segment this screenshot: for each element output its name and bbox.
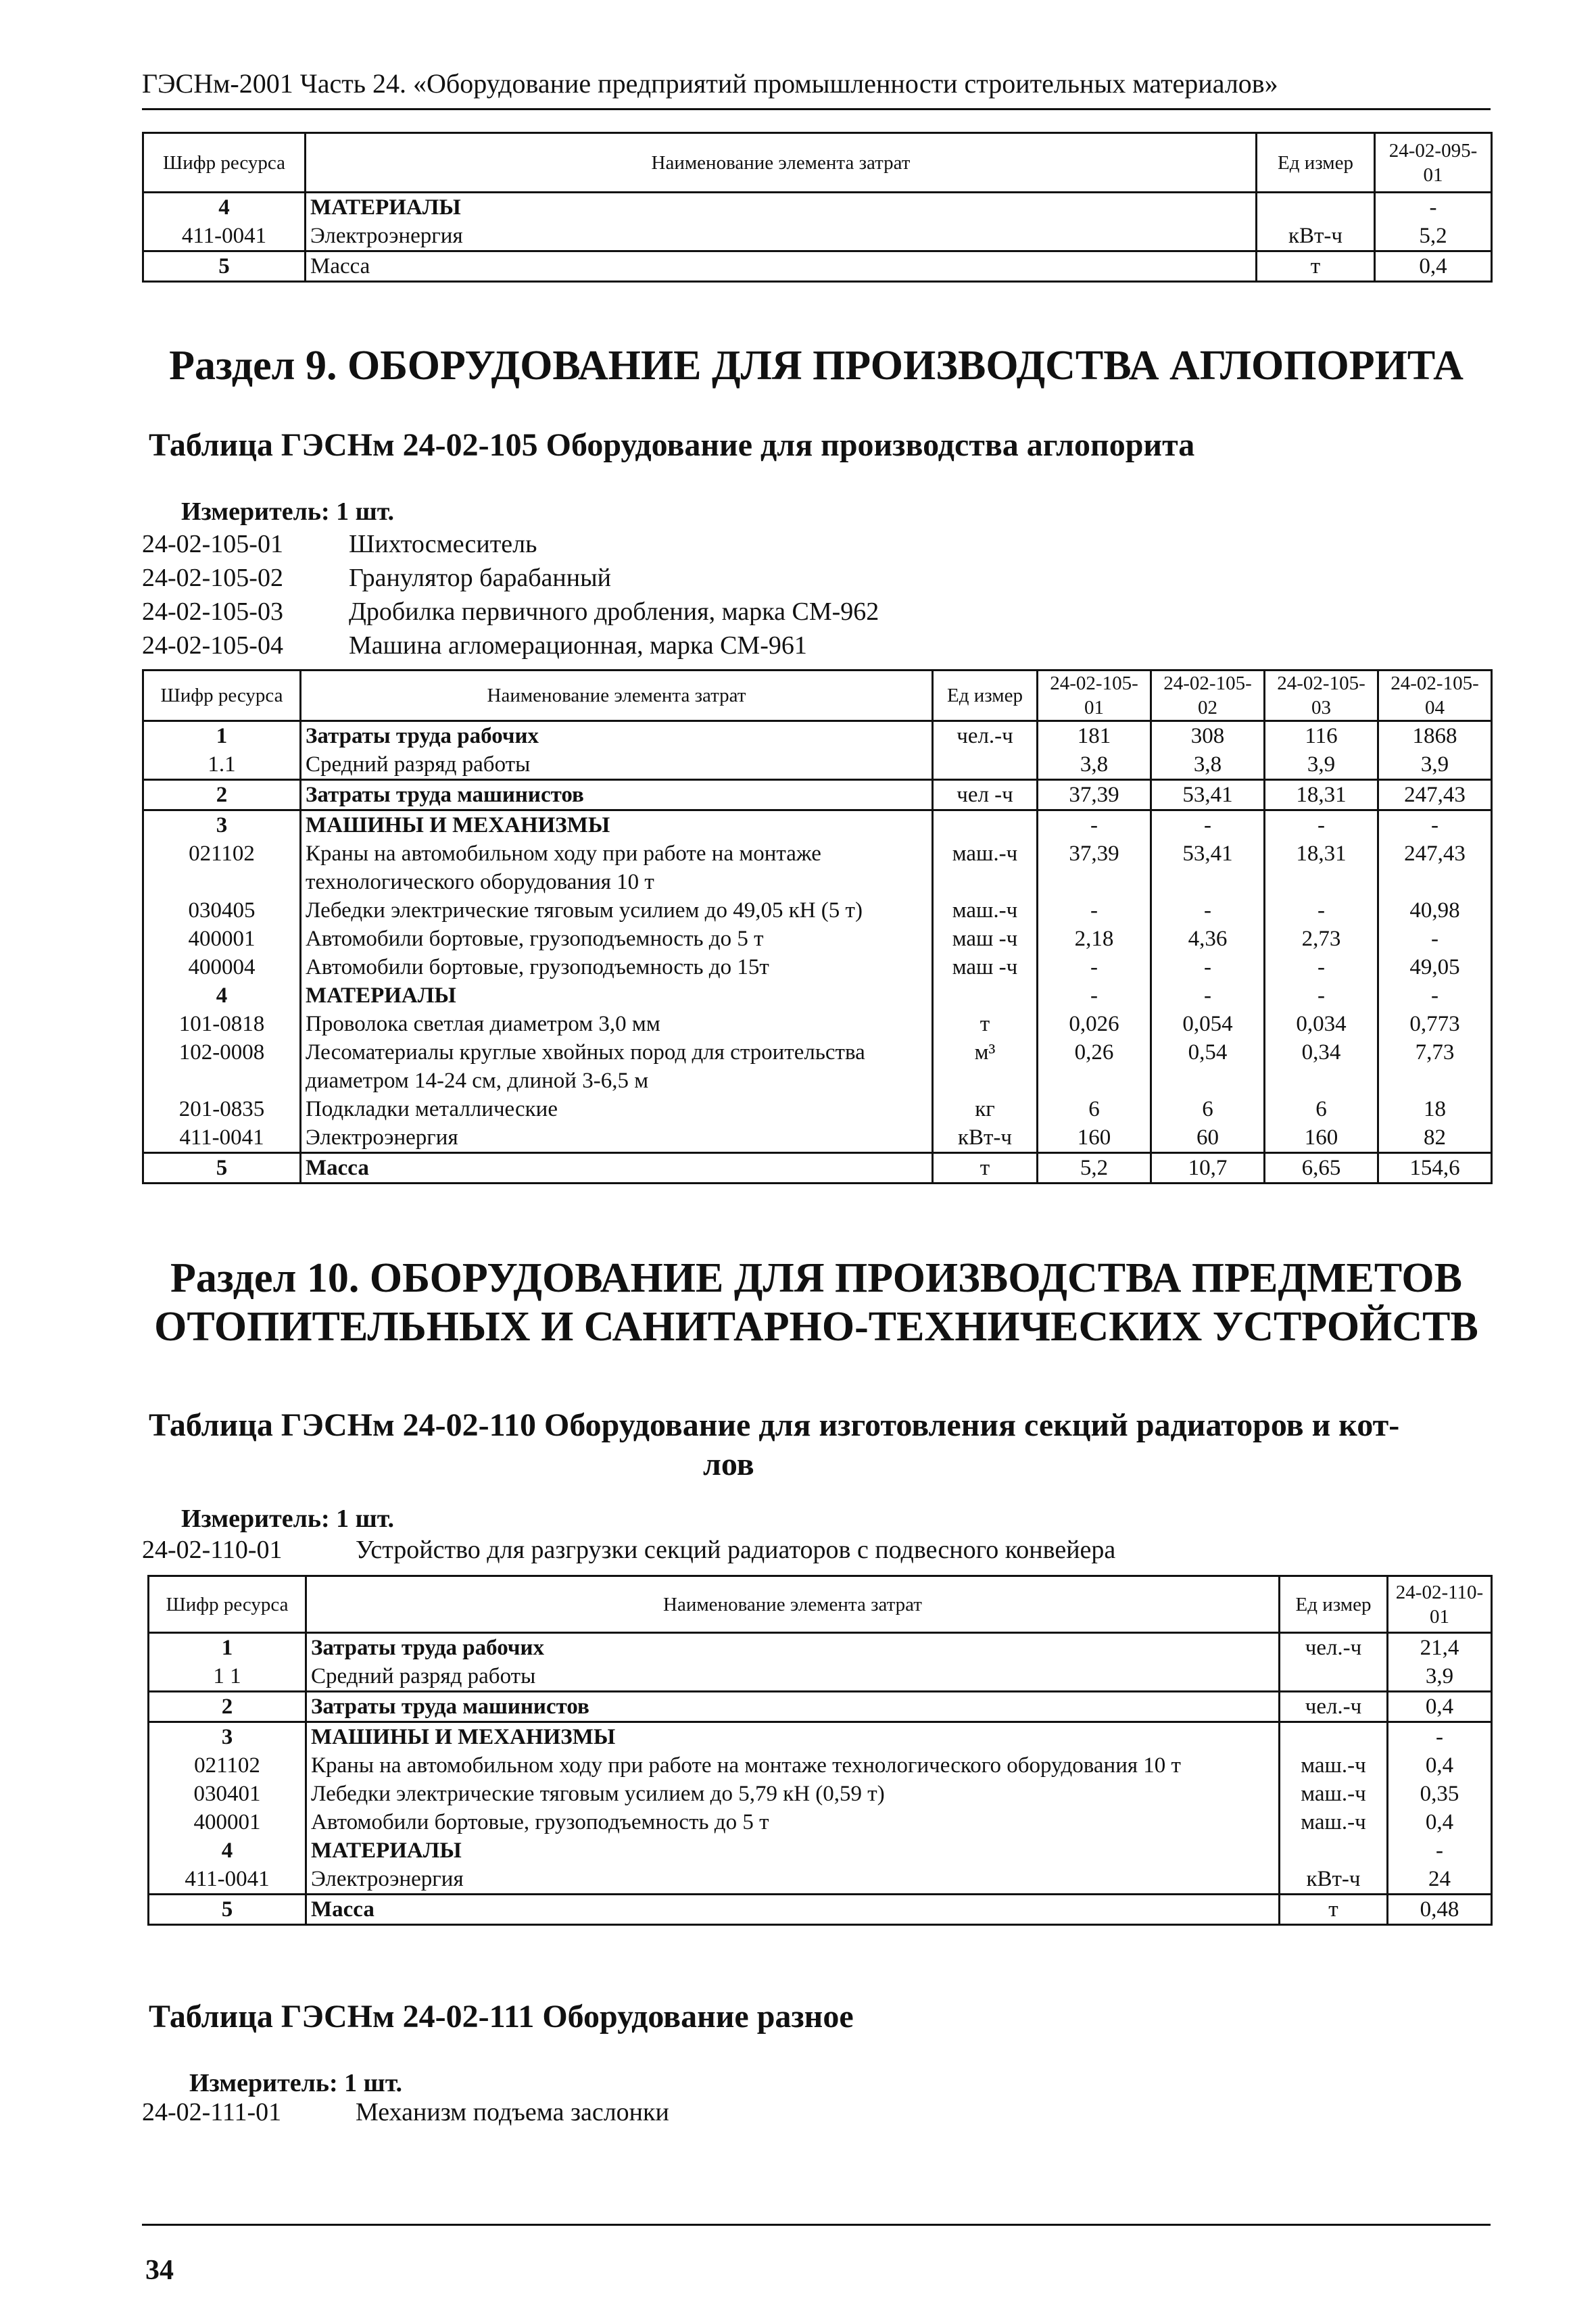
page-header: ГЭСНм-2001 Часть 24. «Оборудование предприятий промышленности строительных материалов» <box>142 68 1278 99</box>
list-item <box>142 527 879 561</box>
table-row <box>143 1153 1492 1184</box>
cell-unit: маш -ч <box>933 953 1038 981</box>
cell-name: Затраты труда машинистов <box>306 1692 1280 1722</box>
cell-value: - <box>1265 896 1378 925</box>
cell-value: - <box>1151 953 1265 981</box>
header-name: Наименование элемента затрат <box>301 671 933 721</box>
cell-value: - <box>1038 810 1151 840</box>
cell-unit: кг <box>933 1095 1038 1123</box>
cell-value: 82 <box>1378 1123 1492 1153</box>
header-unit: Ед измер <box>933 671 1038 721</box>
cell-code: 101-0818 <box>143 1010 301 1038</box>
cell-unit: чел.-ч <box>1280 1692 1388 1722</box>
item-code: 24-02-105-02 <box>142 564 283 592</box>
cell-value: 6 <box>1151 1095 1265 1123</box>
table-110-title <box>149 1406 1494 1484</box>
cell-unit: маш.-ч <box>1280 1751 1388 1780</box>
cell-unit <box>1280 1662 1388 1692</box>
cell-value: 0,4 <box>1388 1808 1492 1836</box>
item-code: 24-02-105-04 <box>142 631 283 660</box>
table-110-title-line-2: лов <box>703 1446 754 1482</box>
item-code: 24-02-111-01 <box>142 2098 282 2126</box>
cell-code: 5 <box>149 1895 306 1925</box>
cell-unit: кВт-ч <box>1280 1865 1388 1895</box>
cell-value: 160 <box>1265 1123 1378 1153</box>
table-111-title: Таблица ГЭСНм 24-02-111 Оборудование разное <box>149 1999 854 2034</box>
cell-name: Затраты труда рабочих <box>306 1633 1280 1663</box>
table-row <box>149 1836 1492 1865</box>
cell-value: 116 <box>1265 721 1378 751</box>
cell-unit: маш.-ч <box>933 896 1038 925</box>
cell-value: - <box>1038 981 1151 1010</box>
table-row <box>143 1095 1492 1123</box>
cell-value: 18,31 <box>1265 839 1378 896</box>
table-row <box>149 1865 1492 1895</box>
table-row <box>143 1038 1492 1095</box>
header-col: 24-02-105-04 <box>1378 671 1492 721</box>
list-item <box>142 629 879 662</box>
table-110-measure: Измеритель: 1 шт. <box>181 1505 395 1533</box>
table-row <box>143 222 1492 251</box>
cell-name: Автомобили бортовые, грузоподъемность до 15т <box>301 953 933 981</box>
table-110-title-line-1: Таблица ГЭСНм 24-02-110 Оборудование для изготовления секций радиаторов и кот- <box>149 1407 1400 1443</box>
list-item <box>142 1533 1115 1567</box>
item-name: Шихтосмеситель <box>349 530 537 558</box>
table-row <box>143 750 1492 780</box>
table-row <box>149 1780 1492 1808</box>
cell-value: 60 <box>1151 1123 1265 1153</box>
cell-unit: чел.-ч <box>1280 1633 1388 1663</box>
header-unit: Ед измер <box>1280 1576 1388 1633</box>
cell-name: Электроэнергия <box>306 1865 1280 1895</box>
cell-code: 4 <box>149 1836 306 1865</box>
table-105-body <box>143 721 1492 1184</box>
cell-value: 0,4 <box>1375 251 1492 282</box>
cell-value: - <box>1038 953 1151 981</box>
table-row <box>143 251 1492 282</box>
header-code: Шифр ресурса <box>143 133 306 193</box>
item-code: 24-02-105-03 <box>142 598 283 626</box>
cell-value: 4,36 <box>1151 925 1265 953</box>
table-110-item-list <box>142 1533 1115 1567</box>
cell-code: 400004 <box>143 953 301 981</box>
cell-unit: т <box>933 1010 1038 1038</box>
cell-unit <box>1257 193 1375 222</box>
cell-name: Подкладки металлические <box>301 1095 933 1123</box>
cell-name: Лебедки электрические тяговым усилием до 5,79 кН (0,59 т) <box>306 1780 1280 1808</box>
table-row <box>149 1633 1492 1663</box>
cell-value: 0,054 <box>1151 1010 1265 1038</box>
cell-code: 030401 <box>149 1780 306 1808</box>
header-code: Шифр ресурса <box>143 671 301 721</box>
cell-value: 0,773 <box>1378 1010 1492 1038</box>
cell-value: 53,41 <box>1151 839 1265 896</box>
cell-value: 49,05 <box>1378 953 1492 981</box>
table-110-body <box>149 1633 1492 1925</box>
cell-name: Затраты труда рабочих <box>301 721 933 751</box>
header-col: 24-02-105-02 <box>1151 671 1265 721</box>
cell-code: 030405 <box>143 896 301 925</box>
cell-code: 4 <box>143 981 301 1010</box>
cell-code: 1 <box>143 721 301 751</box>
cell-value: 18,31 <box>1265 780 1378 810</box>
cell-unit <box>933 750 1038 780</box>
cell-value: 3,8 <box>1038 750 1151 780</box>
header-code: Шифр ресурса <box>149 1576 306 1633</box>
cell-unit <box>1280 1722 1388 1752</box>
item-code: 24-02-105-01 <box>142 530 283 558</box>
cell-value: - <box>1378 981 1492 1010</box>
cell-name: Средний разряд работы <box>301 750 933 780</box>
cell-value: 7,73 <box>1378 1038 1492 1095</box>
table-110 <box>147 1575 1493 1926</box>
cell-value: - <box>1388 1836 1492 1865</box>
cell-unit: кВт-ч <box>933 1123 1038 1153</box>
cell-name: Затраты труда машинистов <box>301 780 933 810</box>
table-111-item-list <box>142 2095 669 2129</box>
cell-unit: т <box>1257 251 1375 282</box>
cell-value: 5,2 <box>1375 222 1492 251</box>
cell-unit: маш.-ч <box>933 839 1038 896</box>
cell-value: 6,65 <box>1265 1153 1378 1184</box>
cell-value: 247,43 <box>1378 780 1492 810</box>
cell-value: 160 <box>1038 1123 1151 1153</box>
cell-value: 2,18 <box>1038 925 1151 953</box>
section-10-title <box>142 1254 1491 1351</box>
cell-code: 5 <box>143 251 306 282</box>
cell-name: Средний разряд работы <box>306 1662 1280 1692</box>
cell-name: Масса <box>306 251 1257 282</box>
cell-value: 0,54 <box>1151 1038 1265 1095</box>
table-row <box>143 1010 1492 1038</box>
cell-code: 400001 <box>149 1808 306 1836</box>
cell-value: 53,41 <box>1151 780 1265 810</box>
cell-name: МАТЕРИАЛЫ <box>306 193 1257 222</box>
cell-value: 181 <box>1038 721 1151 751</box>
cell-value: 6 <box>1265 1095 1378 1123</box>
cell-value: - <box>1151 981 1265 1010</box>
cell-value: 6 <box>1038 1095 1151 1123</box>
cell-value: 18 <box>1378 1095 1492 1123</box>
cell-code: 5 <box>143 1153 301 1184</box>
cell-code: 3 <box>143 810 301 840</box>
cell-name: Краны на автомобильном ходу при работе на монтаже технологического оборудования 10 т <box>301 839 933 896</box>
cell-value: 0,026 <box>1038 1010 1151 1038</box>
header-name: Наименование элемента затрат <box>306 1576 1280 1633</box>
cell-value: 3,8 <box>1151 750 1265 780</box>
cell-value: - <box>1265 953 1378 981</box>
cell-value: 1868 <box>1378 721 1492 751</box>
cell-value: 0,35 <box>1388 1780 1492 1808</box>
cell-code: 411-0041 <box>149 1865 306 1895</box>
cell-name: Автомобили бортовые, грузоподъемность до 5 т <box>301 925 933 953</box>
item-name: Устройство для разгрузки секций радиаторов с подвесного конвейера <box>356 1536 1116 1564</box>
cell-code: 021102 <box>149 1751 306 1780</box>
header-name: Наименование элемента затрат <box>306 133 1257 193</box>
cell-code: 201-0835 <box>143 1095 301 1123</box>
header-rule <box>142 108 1491 110</box>
table-top <box>142 132 1493 283</box>
table-row <box>149 1808 1492 1836</box>
section-9-title: Раздел 9. ОБОРУДОВАНИЕ ДЛЯ ПРОИЗВОДСТВА АГЛОПОРИТА <box>169 343 1464 389</box>
cell-name: Проволока светлая диаметром 3,0 мм <box>301 1010 933 1038</box>
cell-code: 1 1 <box>149 1662 306 1692</box>
table-105-title: Таблица ГЭСНм 24-02-105 Оборудование для производства аглопорита <box>149 427 1195 463</box>
cell-code: 2 <box>143 780 301 810</box>
cell-code: 4 <box>143 193 306 222</box>
cell-name: МАТЕРИАЛЫ <box>301 981 933 1010</box>
cell-value: 3,9 <box>1265 750 1378 780</box>
cell-code: 1 <box>149 1633 306 1663</box>
header-col: 24-02-105-01 <box>1038 671 1151 721</box>
cell-name: МАШИНЫ И МЕХАНИЗМЫ <box>301 810 933 840</box>
cell-unit <box>933 810 1038 840</box>
cell-unit <box>933 981 1038 1010</box>
cell-value: 0,4 <box>1388 1692 1492 1722</box>
cell-unit: маш -ч <box>933 925 1038 953</box>
cell-name: Лесоматериалы круглые хвойных пород для строительства диаметром 14-24 см, длиной 3-6,5 м <box>301 1038 933 1095</box>
cell-unit: маш.-ч <box>1280 1780 1388 1808</box>
cell-value: - <box>1151 896 1265 925</box>
cell-unit: м³ <box>933 1038 1038 1095</box>
cell-value: 3,9 <box>1388 1662 1492 1692</box>
cell-unit: чел.-ч <box>933 721 1038 751</box>
cell-code: 411-0041 <box>143 1123 301 1153</box>
table-row <box>143 780 1492 810</box>
cell-name: Масса <box>301 1153 933 1184</box>
table-row <box>143 839 1492 896</box>
list-item <box>142 2095 669 2129</box>
table-row <box>149 1895 1492 1925</box>
item-name: Гранулятор барабанный <box>349 564 611 592</box>
cell-code: 1.1 <box>143 750 301 780</box>
cell-value: - <box>1265 981 1378 1010</box>
cell-value: - <box>1265 810 1378 840</box>
cell-value: 37,39 <box>1038 839 1151 896</box>
cell-value: 154,6 <box>1378 1153 1492 1184</box>
cell-name: МАТЕРИАЛЫ <box>306 1836 1280 1865</box>
footer-rule <box>142 2224 1491 2226</box>
table-111-measure: Измеритель: 1 шт. <box>189 2069 403 2097</box>
cell-value: - <box>1151 810 1265 840</box>
item-name: Механизм подъема заслонки <box>356 2098 669 2126</box>
cell-name: Автомобили бортовые, грузоподъемность до 5 т <box>306 1808 1280 1836</box>
cell-value: 247,43 <box>1378 839 1492 896</box>
header-col: 24-02-095-01 <box>1375 133 1492 193</box>
cell-name: Электроэнергия <box>306 222 1257 251</box>
cell-value: - <box>1038 896 1151 925</box>
cell-value: - <box>1375 193 1492 222</box>
cell-code: 102-0008 <box>143 1038 301 1095</box>
cell-name: Лебедки электрические тяговым усилием до 49,05 кН (5 т) <box>301 896 933 925</box>
header-col: 24-02-110-01 <box>1388 1576 1492 1633</box>
cell-value: - <box>1388 1722 1492 1752</box>
cell-unit: чел -ч <box>933 780 1038 810</box>
cell-name: Масса <box>306 1895 1280 1925</box>
table-row <box>149 1751 1492 1780</box>
list-item <box>142 561 879 595</box>
table-row <box>149 1722 1492 1752</box>
cell-value: 0,48 <box>1388 1895 1492 1925</box>
table-row <box>143 1123 1492 1153</box>
table-105 <box>142 669 1493 1184</box>
cell-unit: т <box>933 1153 1038 1184</box>
cell-value: 3,9 <box>1378 750 1492 780</box>
table-row <box>143 925 1492 953</box>
item-name: Машина агломерационная, марка СМ-961 <box>349 631 807 660</box>
page-number: 34 <box>145 2255 174 2286</box>
table-row <box>143 981 1492 1010</box>
table-row <box>143 193 1492 222</box>
cell-code: 3 <box>149 1722 306 1752</box>
cell-value: 37,39 <box>1038 780 1151 810</box>
cell-unit <box>1280 1836 1388 1865</box>
cell-value: 0,26 <box>1038 1038 1151 1095</box>
table-row <box>143 896 1492 925</box>
cell-unit: кВт-ч <box>1257 222 1375 251</box>
table-row <box>149 1692 1492 1722</box>
cell-unit: т <box>1280 1895 1388 1925</box>
cell-code: 400001 <box>143 925 301 953</box>
section-10-title-line-2: ОТОПИТЕЛЬНЫХ И САНИТАРНО-ТЕХНИЧЕСКИХ УСТРОЙСТВ <box>154 1304 1478 1350</box>
cell-value: - <box>1378 925 1492 953</box>
cell-value: 2,73 <box>1265 925 1378 953</box>
cell-name: Краны на автомобильном ходу при работе на монтаже технологического оборудования 10 т <box>306 1751 1280 1780</box>
header-col: 24-02-105-03 <box>1265 671 1378 721</box>
cell-value: 0,4 <box>1388 1751 1492 1780</box>
cell-value: 24 <box>1388 1865 1492 1895</box>
table-row <box>143 810 1492 840</box>
cell-unit: маш.-ч <box>1280 1808 1388 1836</box>
cell-code: 411-0041 <box>143 222 306 251</box>
item-name: Дробилка первичного дробления, марка СМ-962 <box>349 598 879 626</box>
table-row <box>143 721 1492 751</box>
cell-name: Электроэнергия <box>301 1123 933 1153</box>
cell-value: 0,34 <box>1265 1038 1378 1095</box>
list-item <box>142 595 879 629</box>
table-row <box>149 1662 1492 1692</box>
section-10-title-line-1: Раздел 10. ОБОРУДОВАНИЕ ДЛЯ ПРОИЗВОДСТВА ПРЕДМЕТОВ <box>170 1255 1462 1301</box>
cell-code: 2 <box>149 1692 306 1722</box>
cell-name: МАШИНЫ И МЕХАНИЗМЫ <box>306 1722 1280 1752</box>
table-row <box>143 953 1492 981</box>
cell-value: - <box>1378 810 1492 840</box>
cell-value: 0,034 <box>1265 1010 1378 1038</box>
header-unit: Ед измер <box>1257 133 1375 193</box>
item-code: 24-02-110-01 <box>142 1536 283 1564</box>
table-105-item-list <box>142 527 879 662</box>
cell-value: 40,98 <box>1378 896 1492 925</box>
cell-code: 021102 <box>143 839 301 896</box>
cell-value: 308 <box>1151 721 1265 751</box>
cell-value: 10,7 <box>1151 1153 1265 1184</box>
table-105-measure: Измеритель: 1 шт. <box>181 497 395 526</box>
cell-value: 21,4 <box>1388 1633 1492 1663</box>
cell-value: 5,2 <box>1038 1153 1151 1184</box>
